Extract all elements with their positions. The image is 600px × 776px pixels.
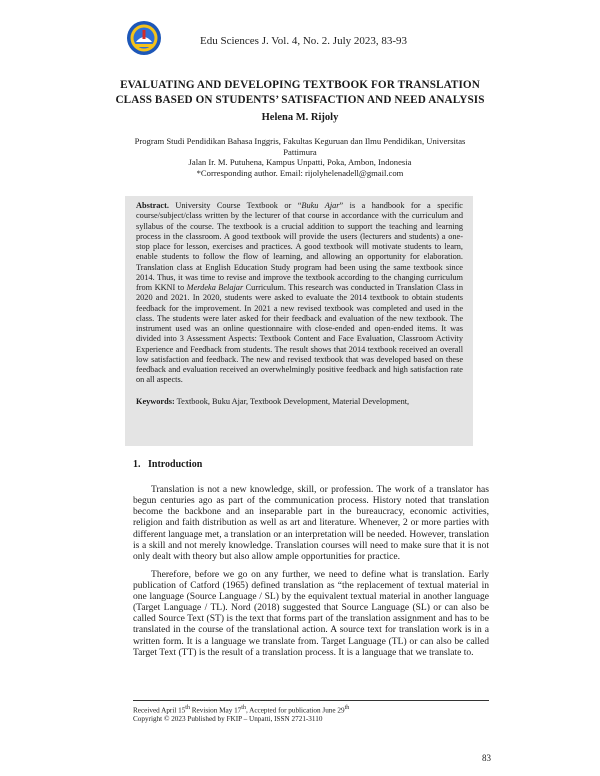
footnote-rule <box>133 700 489 701</box>
author-name: Helena M. Rijoly <box>261 112 339 123</box>
abstract-span: Curriculum. This research was conducted in Translation Class in 2020 and 2021. In 2020, students were asked to evaluate the 2014 textbook to obtain students feedback for the improvement. In 2021 a new revised textbook was completed and used in the class. The students were later asked for their feedback and evaluation of the new textbook. The instrument used was an online questionnaire with close-ended and open-ended items. It was divided into 3 Assessment Aspects: Textbook Content and Face Evaluation, Classroom Activity Experience and Feedback from students. The result shows that 2014 textbook received an overall low satisfaction and feedback. The new and revised textbook that was developed based on these feedback and evaluation received an overwhelmingly positive feedback and high satisfaction rate on all aspects. <box>136 283 463 385</box>
date-span: Revision May 17 <box>189 706 242 715</box>
title-line: CLASS BASED ON STUDENTS’ SATISFACTION AND NEED ANALYSIS <box>115 94 485 106</box>
journal-citation: Edu Sciences J. Vol. 4, No. 2. July 2023, 83-93 <box>200 35 408 47</box>
copyright: Copyright © 2023 Published by FKIP – Unpatti, ISSN 2721-3110 <box>133 715 323 724</box>
ordinal: th <box>344 705 350 711</box>
footnote <box>133 704 493 724</box>
date-span: , Accepted for publication June 29 <box>245 706 345 715</box>
ordinal: th <box>241 705 246 711</box>
received-dates <box>133 704 493 715</box>
abstract-span: ” is a handbook for a specific course/subject/class written by the lecturer of that course in accordance with the curriculum and syllabus of the course. The textbook is a crucial addition to support the teaching and learning process in the classroom. A good textbook will provide the users (lecturers and students) a one-stop place for lesson, exercises and practices. A good textbook will motivate students to learn, enable students to follow the flow of learning, and allowing an opportunity for elaboration. Translation class at English Education Study program had been using the same textbook since 2014. Thus, it was time to revise and improve the textbook according to the changing curriculum from KKNI to <box>136 201 463 292</box>
abstract-span: University Course Textbook or “ <box>175 201 302 210</box>
affiliation-line: Program Studi Pendidikan Bahasa Inggris, Fakultas Keguruan dan Ilmu Pendidikan, Universitas Pattimura <box>134 136 466 157</box>
abstract-label: Abstract. <box>136 201 169 210</box>
section-heading <box>133 459 202 470</box>
paragraph: Therefore, before we go on any further, we need to define what is translation. Early publication of Catford (1965) defined translation as “the replacement of textual material in one language (Source Language / SL) by the equivalent textual material in another language (Target Language / TL). Nord (2018) suggested that Source Language (SL) or can also be called Source Text (ST) is the text that forms part of the translation assignment and has to be translated in the course of the translational action. A source text for translation work is in a written form. It is a language we translate from. Target Language (TL) or can also be called Target Text (TT) is the result of a translation process. It is a language that we translate to. <box>133 568 489 658</box>
corresponding-author: *Corresponding author. Email: rijolyhelenadell@gmail.com <box>196 167 404 178</box>
abstract-italic: Merdeka Belajar <box>186 283 244 292</box>
abstract-text <box>136 201 463 386</box>
affiliation-address: Jalan Ir. M. Putuhena, Kampus Unpatti, Poka, Ambon, Indonesia <box>188 157 412 168</box>
keywords <box>136 397 463 407</box>
paper-title <box>100 78 500 108</box>
date-span: Received April 15 <box>133 706 186 715</box>
title-line: EVALUATING AND DEVELOPING TEXTBOOK FOR TRANSLATION <box>120 79 480 91</box>
abstract-box <box>125 196 473 446</box>
body-text <box>133 484 489 664</box>
ordinal: th <box>185 705 190 711</box>
page-number: 83 <box>482 753 491 763</box>
paragraph: Translation is not a new knowledge, skill, or profession. The work of a translator has begun centuries ago as part of the communication process. History noted that translation become the backbone and an inseparable part in the bureaucracy, economic activities, religion and faith distribution as well as art and literature. Whenever, 2 or more parties with different language met, a translation or an interpretation will be needed. However, translation is a skill and not merely knowledge. Translation courses will need to make sure that it is not only dealt with theory but also allow ample opportunities for practice. <box>133 484 489 562</box>
section-number: 1. <box>133 459 141 470</box>
university-seal-icon <box>126 20 162 56</box>
abstract-italic: Buku Ajar <box>301 201 340 210</box>
keywords-label: Keywords: <box>136 396 175 406</box>
section-title: Introduction <box>148 459 203 470</box>
affiliation <box>130 136 470 178</box>
keywords-list: Textbook, Buku Ajar, Textbook Development, Material Development, <box>176 396 410 406</box>
